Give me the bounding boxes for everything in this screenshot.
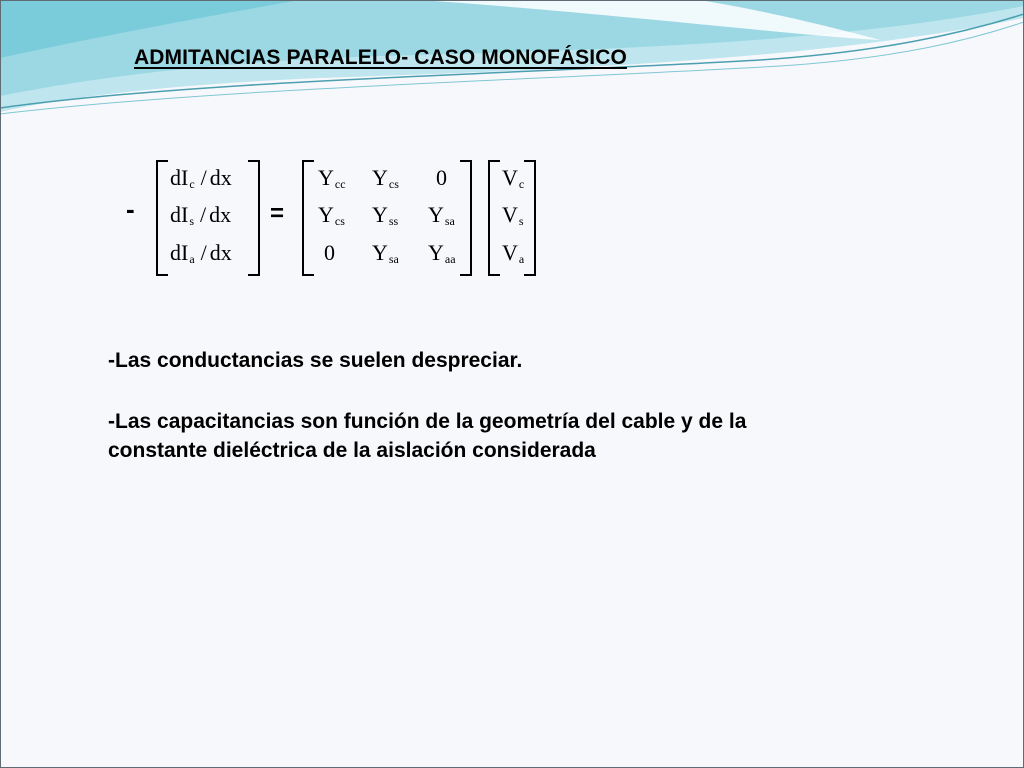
slide-title: ADMITANCIAS PARALELO- CASO MONOFÁSICO (134, 46, 627, 69)
equals-sign: = (270, 200, 285, 227)
matrix-cell: $Y_{cs}$ (372, 165, 399, 191)
negative-sign: - (126, 194, 135, 224)
matrix-cell: $Y_{sa}$ (372, 240, 399, 266)
matrix-cell: $Y_{cs}$ (318, 202, 345, 228)
note-conductances: -Las conductancias se suelen despreciar. (108, 349, 523, 372)
matrix-cell: 0 (436, 165, 447, 190)
matrix-cell: $Y_{sa}$ (428, 202, 455, 228)
rhs-row-2: $V_s$ (502, 202, 524, 228)
note-capacitances-line-2: constante dieléctrica de la aislación considerada (108, 439, 596, 462)
note-capacitances-line-1: -Las capacitancias son función de la geometría del cable y de la (108, 410, 747, 433)
lhs-row-3: $dI_a$ / dx (170, 240, 232, 266)
rhs-row-3: $V_a$ (502, 240, 525, 266)
matrix-cell: $Y_{cc}$ (318, 165, 346, 191)
lhs-row-2: $dI_s$ / dx (170, 202, 232, 228)
lhs-row-1: $dI_c$ / dx (170, 165, 232, 191)
matrix-cell: $Y_{aa}$ (428, 240, 456, 266)
rhs-row-1: $V_c$ (502, 165, 525, 191)
matrix-cell: $Y_{ss}$ (372, 202, 399, 228)
matrix-cell: 0 (324, 240, 335, 265)
